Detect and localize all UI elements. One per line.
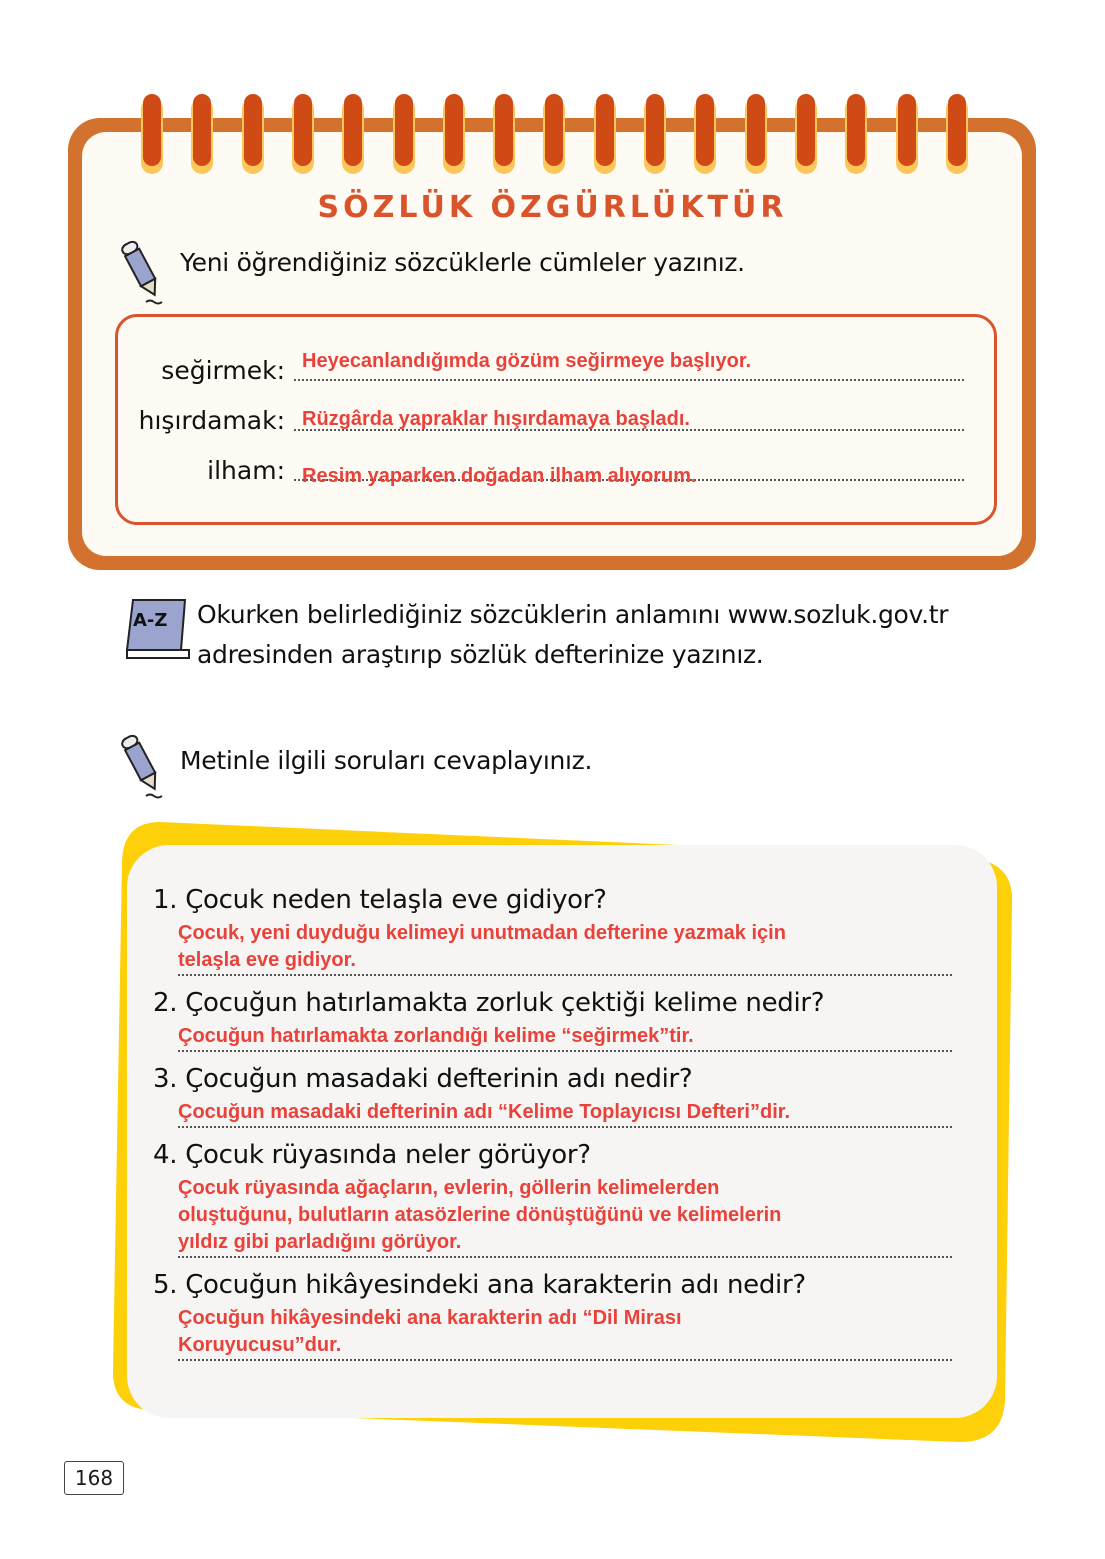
answer-text: yıldız gibi parladığını görüyor. (178, 1231, 462, 1253)
word-label: seğirmek: (161, 356, 285, 385)
answer-text: Çocuğun masadaki defterinin adı “Kelime Toplayıcısı Defteri”dir. (178, 1101, 791, 1123)
question-text: Çocuk rüyasında neler görüyor? (185, 1140, 591, 1170)
instruction-text: Metinle ilgili soruları cevaplayınız. (180, 746, 593, 775)
answer-text: Rüzgârda yapraklar hışırdamaya başladı. (302, 408, 690, 430)
question-number: 1. (153, 885, 178, 915)
question (153, 988, 824, 1019)
instruction-text: adresinden araştırıp sözlük defterinize yazınız. (197, 640, 764, 669)
answer-text: oluştuğunu, bulutların atasözlerine dönüştüğünü ve kelimelerin (178, 1204, 782, 1226)
question-number: 5. (153, 1270, 178, 1300)
question-number: 3. (153, 1064, 178, 1094)
question (153, 1140, 591, 1171)
answer-text: Heyecanlandığımda gözüm seğirmeye başlıyor. (302, 350, 752, 372)
answer-line (178, 974, 952, 976)
answer-text: Resim yaparken doğadan ilham alıyorum. (302, 465, 697, 487)
answer-text: Çocuk rüyasında ağaçların, evlerin, göllerin kelimelerden (178, 1177, 720, 1199)
sozluk-link[interactable]: www.sozluk.gov.tr (727, 600, 949, 629)
section-title: SÖZLÜK ÖZGÜRLÜKTÜR (317, 190, 788, 225)
page-number: 168 (64, 1461, 124, 1495)
book-icon-label: A-Z (133, 610, 168, 631)
question-number: 2. (153, 988, 178, 1018)
answer-line (178, 1359, 952, 1361)
question-text: Çocuğun masadaki defterinin adı nedir? (185, 1064, 693, 1094)
question (153, 885, 607, 916)
answer-line (178, 1050, 952, 1052)
word-label: ilham: (207, 456, 285, 485)
question (153, 1270, 806, 1301)
question-text: Çocuk neden telaşla eve gidiyor? (185, 885, 607, 915)
answer-line (178, 1256, 952, 1258)
word-label: hışırdamak: (138, 406, 285, 435)
question-text: Çocuğun hikâyesindeki ana karakterin adı nedir? (185, 1270, 806, 1300)
answer-line (178, 1126, 952, 1128)
question-text: Çocuğun hatırlamakta zorluk çektiği kelime nedir? (185, 988, 825, 1018)
question-number: 4. (153, 1140, 178, 1170)
answer-text: Çocuğun hikâyesindeki ana karakterin adı “Dil Mirası (178, 1307, 682, 1329)
instruction-text: Okurken belirlediğiniz sözcüklerin anlamını (197, 600, 728, 629)
answer-text: Çocuğun hatırlamakta zorlandığı kelime “seğirmek”tir. (178, 1025, 694, 1047)
question (153, 1064, 692, 1095)
answer-text: Koruyucusu”dur. (178, 1334, 342, 1356)
instruction-text: Yeni öğrendiğiniz sözcüklerle cümleler yazınız. (180, 248, 745, 277)
answer-text: Çocuk, yeni duyduğu kelimeyi unutmadan defterine yazmak için (178, 922, 786, 944)
answer-text: telaşla eve gidiyor. (178, 949, 356, 971)
